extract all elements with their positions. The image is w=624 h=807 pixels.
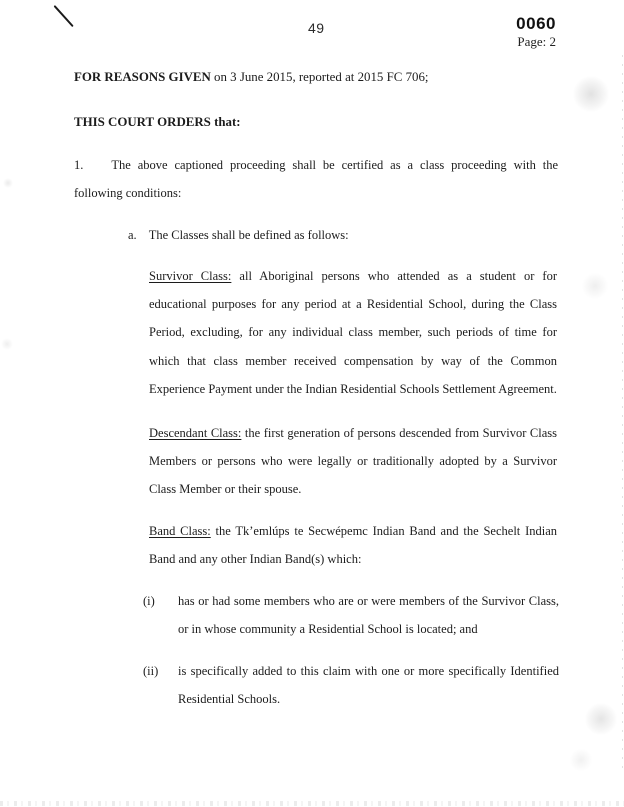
page-number: 49	[308, 20, 325, 36]
scan-smudge	[584, 703, 618, 735]
document-stamp	[516, 15, 556, 50]
band-class-subitem-ii	[143, 657, 559, 713]
subitem-label: (i)	[143, 594, 155, 608]
definition-term: Survivor Class:	[149, 269, 232, 283]
order-item-1-number: 1.	[74, 158, 84, 172]
order-item-a-text: The Classes shall be defined as follows:	[148, 228, 349, 242]
scan-smudge	[572, 76, 610, 112]
scan-smudge	[0, 338, 14, 350]
definition-band-class	[149, 517, 557, 573]
subitem-text: has or had some members who are or were members of the Survivor Class, or in whose community a Residential School is located; and	[178, 594, 559, 637]
stamp-number: 0060	[516, 14, 556, 33]
order-item-1	[74, 151, 558, 207]
definition-text: the first generation of persons descended from Survivor Class Members or persons who were legally or traditionally adopted by a Survivor Class Member or their spouse.	[149, 426, 557, 497]
subitem-text: is specifically added to this claim with one or more specifically Identified Residential Schools.	[178, 664, 559, 707]
definition-survivor-class	[149, 262, 557, 403]
stamp-page-label: Page: 2	[517, 34, 556, 49]
scan-edge-noise-bottom	[0, 801, 624, 806]
reasons-line-bold: FOR REASONS GIVEN	[74, 70, 211, 84]
definition-descendant-class	[149, 419, 557, 504]
scan-edge-noise-right	[622, 55, 623, 775]
reasons-line-rest: on 3 June 2015, reported at 2015 FC 706;	[210, 70, 429, 84]
scan-smudge	[2, 178, 14, 188]
band-class-subitem-i	[143, 587, 559, 643]
reasons-line	[74, 69, 564, 85]
definition-term: Descendant Class:	[149, 426, 242, 440]
scan-smudge	[568, 748, 594, 772]
scan-smudge	[580, 272, 610, 300]
definition-term: Band Class:	[149, 524, 211, 538]
subitem-label: (ii)	[143, 664, 159, 678]
order-item-1-text: The above captioned proceeding shall be certified as a class proceeding with the following conditions:	[74, 158, 558, 201]
definition-text: the Tk’emlúps te Secwépemc Indian Band and the Sechelt Indian Band and any other Indian Band(s) which:	[149, 524, 557, 567]
order-item-a-label: a.	[128, 228, 137, 242]
order-item-a	[128, 221, 568, 249]
scan-artifact-corner-mark	[53, 5, 74, 27]
orders-line: THIS COURT ORDERS that:	[74, 115, 241, 129]
definition-text: all Aboriginal persons who attended as a student or for educational purposes for any period at a Residential School, during the Class Period, excluding, for any individual class member, such periods of time for which that class member received compensation by way of the Common Experience Payment under the Indian Residential Schools Settlement Agreement.	[149, 269, 558, 396]
